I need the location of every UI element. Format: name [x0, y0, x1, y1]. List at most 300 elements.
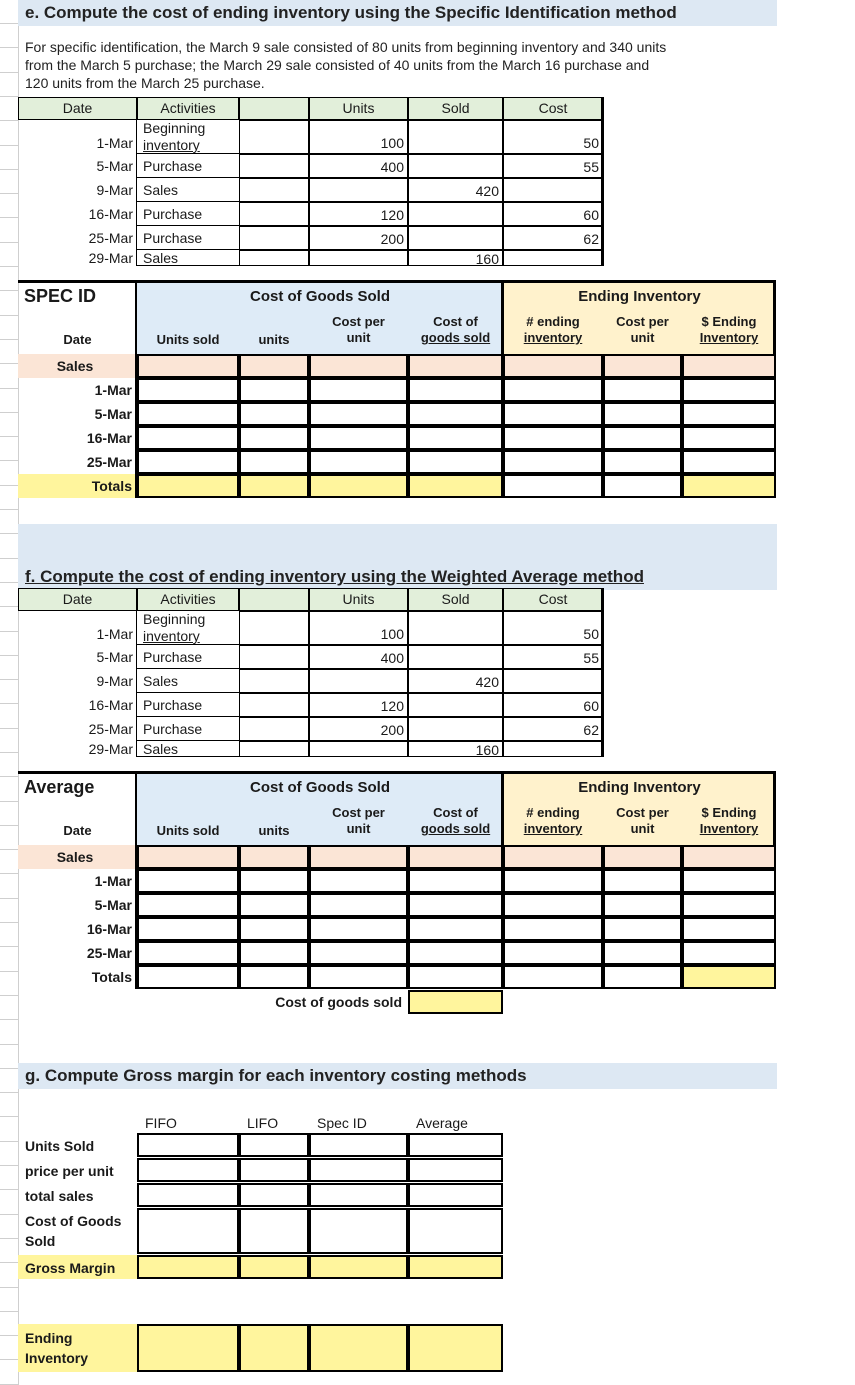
col-ending-inventory: $ Ending Inventory — [699, 314, 759, 345]
row-units: 120 — [309, 202, 408, 226]
avg-input-cell[interactable] — [239, 893, 309, 917]
row-date: 1-Mar — [18, 120, 137, 154]
section-e-instructions: For specific identification, the March 9 sale consisted of 80 units from beginning inventory and 340 units from the March 5 purchase; the March 29 sale consisted of 40 units from the March 16 purchase and 120 units from the March 25 purchase. — [25, 39, 667, 91]
gutter-tick — [0, 655, 18, 656]
row-cost: 62 — [503, 717, 603, 741]
row-sold — [408, 611, 503, 645]
avg-input-cell[interactable] — [239, 917, 309, 941]
spec-input-cell[interactable] — [682, 474, 776, 498]
gutter-tick — [0, 995, 18, 996]
gutter-tick — [0, 971, 18, 972]
avg-input-cell[interactable] — [309, 893, 408, 917]
avg-input-cell[interactable] — [503, 845, 603, 869]
row-activity: Sales — [137, 178, 239, 202]
ei-fifo-cell[interactable] — [137, 1324, 239, 1372]
avg-input-cell[interactable] — [682, 845, 776, 869]
gm-row-label: total sales — [25, 1188, 94, 1204]
row-blank[interactable] — [239, 741, 309, 757]
gutter-tick — [0, 47, 18, 48]
spec-input-cell[interactable] — [408, 474, 503, 498]
avg-input-cell[interactable] — [137, 965, 239, 989]
avg-input-cell[interactable] — [309, 965, 408, 989]
avg-input-cell[interactable] — [603, 941, 682, 965]
row-cost: 60 — [503, 202, 603, 226]
row-blank[interactable] — [239, 154, 309, 178]
row-activity: Purchase — [137, 645, 239, 669]
row-units: 120 — [309, 693, 408, 717]
spec-input-cell[interactable] — [503, 354, 603, 378]
gm-spec-id-cell[interactable] — [309, 1133, 408, 1157]
gm-spec-id-cell[interactable] — [309, 1183, 408, 1207]
gm-row-label: price per unit — [25, 1163, 114, 1179]
gm-fifo-cell[interactable] — [137, 1255, 239, 1279]
spec-input-cell[interactable] — [309, 402, 408, 426]
row-date: 25-Mar — [18, 226, 137, 250]
avg-input-cell[interactable] — [239, 845, 309, 869]
gm-average-cell[interactable] — [408, 1183, 503, 1207]
avg-method-label: Average — [24, 777, 95, 797]
col-ending-inventory: $ Ending Inventory — [699, 805, 759, 836]
row-units — [309, 178, 408, 202]
gm-fifo-cell[interactable] — [137, 1133, 239, 1157]
gm-average-cell[interactable] — [408, 1158, 503, 1182]
row-date: 16-Mar — [18, 693, 137, 717]
col-ending-units: # ending inventory — [523, 314, 583, 345]
col-cost-of-goods-sold: Cost of goods sold — [420, 314, 491, 345]
avg-row-label: Sales — [18, 845, 137, 869]
row-sold: 160 — [408, 741, 503, 757]
gutter-tick — [0, 631, 18, 632]
row-date: 9-Mar — [18, 178, 137, 202]
row-blank[interactable] — [239, 611, 309, 645]
gutter-tick — [0, 509, 18, 510]
gm-lifo-cell[interactable] — [239, 1133, 309, 1157]
row-sold — [408, 154, 503, 178]
row-units: 100 — [309, 611, 408, 645]
avg-input-cell[interactable] — [603, 965, 682, 989]
avg-input-cell[interactable] — [682, 941, 776, 965]
row-units: 400 — [309, 154, 408, 178]
gutter-tick — [0, 217, 18, 218]
avg-row-label: Totals — [18, 965, 137, 989]
row-units: 400 — [309, 645, 408, 669]
avg-input-cell[interactable] — [137, 941, 239, 965]
gm-fifo-cell[interactable] — [137, 1208, 239, 1254]
gm-row-label: Units Sold — [25, 1138, 95, 1154]
gutter-tick — [0, 1311, 18, 1312]
row-activity: Purchase — [137, 717, 239, 741]
spec-input-cell[interactable] — [408, 402, 503, 426]
avg-input-cell[interactable] — [408, 941, 503, 965]
gutter-tick — [0, 290, 18, 291]
header-sold: Sold — [408, 97, 503, 120]
row-date: 29-Mar — [18, 250, 137, 266]
header-date: Date — [18, 97, 137, 120]
col-units: units — [258, 332, 290, 347]
col-date: Date — [63, 823, 92, 838]
gutter-tick — [0, 801, 18, 802]
avg-cogs-input[interactable] — [408, 990, 503, 1014]
row-sold — [408, 202, 503, 226]
ei-spec-id-cell[interactable] — [309, 1324, 408, 1372]
spec-input-cell[interactable] — [309, 378, 408, 402]
col-cost-per-unit: Cost per unit — [332, 314, 385, 345]
row-sold: 420 — [408, 178, 503, 202]
row-blank[interactable] — [239, 693, 309, 717]
row-sold — [408, 693, 503, 717]
row-blank[interactable] — [239, 202, 309, 226]
row-blank[interactable] — [239, 669, 309, 693]
gutter-tick — [0, 873, 18, 874]
spec-input-cell[interactable] — [503, 378, 603, 402]
avg-row-label: 25-Mar — [18, 941, 137, 965]
avg-row-label: 1-Mar — [18, 869, 137, 893]
gm-spec-id-cell[interactable] — [309, 1158, 408, 1182]
spec-input-cell[interactable] — [603, 426, 682, 450]
gutter-tick — [0, 363, 18, 364]
spec-input-cell[interactable] — [239, 354, 309, 378]
gm-fifo-cell[interactable] — [137, 1183, 239, 1207]
avg-input-cell[interactable] — [603, 917, 682, 941]
avg-input-cell[interactable] — [503, 965, 603, 989]
gutter-tick — [0, 120, 18, 121]
spec-input-cell[interactable] — [503, 402, 603, 426]
row-activity: Purchase — [137, 693, 239, 717]
spec-input-cell[interactable] — [239, 378, 309, 402]
spec-input-cell[interactable] — [682, 450, 776, 474]
avg-input-cell[interactable] — [239, 869, 309, 893]
gutter-tick — [0, 1068, 18, 1069]
spec-input-cell[interactable] — [137, 354, 239, 378]
gm-lifo-cell[interactable] — [239, 1255, 309, 1279]
avg-input-cell[interactable] — [603, 869, 682, 893]
gutter-tick — [0, 849, 18, 850]
spec-input-cell[interactable] — [603, 402, 682, 426]
col-ei-cost-per-unit: Cost per unit — [616, 805, 669, 836]
row-blank[interactable] — [239, 717, 309, 741]
gutter-tick — [0, 703, 18, 704]
row-cost — [503, 669, 603, 693]
avg-input-cell[interactable] — [239, 941, 309, 965]
gutter-tick — [0, 266, 18, 267]
avg-input-cell[interactable] — [408, 869, 503, 893]
gutter-tick — [0, 1262, 18, 1263]
spec-input-cell[interactable] — [503, 450, 603, 474]
col-average: Average — [416, 1115, 468, 1131]
row-cost — [503, 178, 603, 202]
gutter-tick — [0, 460, 18, 461]
spec-input-cell[interactable] — [682, 426, 776, 450]
gutter-tick — [0, 1359, 18, 1360]
header-blank — [239, 588, 309, 611]
spec-input-cell[interactable] — [603, 354, 682, 378]
row-blank[interactable] — [239, 250, 309, 266]
gm-spec-id-cell[interactable] — [309, 1255, 408, 1279]
row-cost: 50 — [503, 120, 603, 154]
row-date: 1-Mar — [18, 611, 137, 645]
gutter-tick — [0, 1044, 18, 1045]
avg-input-cell[interactable] — [503, 941, 603, 965]
gutter-tick — [0, 679, 18, 680]
row-sold — [408, 226, 503, 250]
gutter-tick — [0, 242, 18, 243]
col-units-sold: Units sold — [156, 823, 220, 838]
col-fifo: FIFO — [145, 1115, 177, 1131]
gutter-tick — [0, 145, 18, 146]
gutter-tick — [0, 1092, 18, 1093]
avg-input-cell[interactable] — [603, 845, 682, 869]
avg-input-cell[interactable] — [408, 845, 503, 869]
gutter-tick — [0, 23, 18, 24]
row-sold — [408, 717, 503, 741]
avg-input-cell[interactable] — [309, 917, 408, 941]
avg-input-cell[interactable] — [309, 941, 408, 965]
row-date: 16-Mar — [18, 202, 137, 226]
spec-input-cell[interactable] — [503, 426, 603, 450]
header-sold: Sold — [408, 588, 503, 611]
spec-input-cell[interactable] — [503, 474, 603, 498]
gm-spec-id-cell[interactable] — [309, 1208, 408, 1254]
avg-input-cell[interactable] — [137, 845, 239, 869]
gutter-tick — [0, 96, 18, 97]
spec-method-label: SPEC ID — [24, 286, 97, 306]
ending-inventory-label: Ending Inventory — [18, 1324, 137, 1372]
spec-input-cell[interactable] — [682, 354, 776, 378]
avg-input-cell[interactable] — [408, 965, 503, 989]
gutter-tick — [0, 315, 18, 316]
gutter-tick — [0, 558, 18, 559]
header-date: Date — [18, 588, 137, 611]
row-sold — [408, 645, 503, 669]
row-blank[interactable] — [239, 120, 309, 154]
header-activities: Activities — [137, 588, 239, 611]
avg-input-cell[interactable] — [408, 893, 503, 917]
spec-input-cell[interactable] — [309, 426, 408, 450]
spec-input-cell[interactable] — [603, 474, 682, 498]
spec-input-cell[interactable] — [239, 474, 309, 498]
gm-average-cell[interactable] — [408, 1255, 503, 1279]
spec-input-cell[interactable] — [137, 402, 239, 426]
row-cost: 60 — [503, 693, 603, 717]
col-ending-units: # ending inventory — [523, 805, 583, 836]
row-units: 200 — [309, 226, 408, 250]
row-date: 9-Mar — [18, 669, 137, 693]
spec-row-label: 16-Mar — [18, 426, 137, 450]
gutter-tick — [0, 946, 18, 947]
gutter-tick — [0, 1165, 18, 1166]
avg-input-cell[interactable] — [682, 965, 776, 989]
gutter-tick — [0, 582, 18, 583]
avg-input-cell[interactable] — [408, 917, 503, 941]
row-blank[interactable] — [239, 178, 309, 202]
ei-title: Ending Inventory — [578, 288, 701, 305]
avg-input-cell[interactable] — [137, 893, 239, 917]
gutter-tick — [0, 1287, 18, 1288]
col-cost-of-goods-sold: Cost of goods sold — [420, 805, 491, 836]
row-units: 100 — [309, 120, 408, 154]
row-date: 29-Mar — [18, 741, 137, 757]
spec-row-label: Totals — [18, 474, 137, 498]
gutter-tick — [0, 485, 18, 486]
row-cost: 55 — [503, 154, 603, 178]
row-activity: Purchase — [137, 226, 239, 250]
avg-input-cell[interactable] — [137, 869, 239, 893]
header-units: Units — [309, 97, 408, 120]
row-date: 25-Mar — [18, 717, 137, 741]
row-sold — [408, 120, 503, 154]
col-spec-id: Spec ID — [317, 1115, 367, 1131]
spec-input-cell[interactable] — [408, 378, 503, 402]
spec-input-cell[interactable] — [309, 450, 408, 474]
gm-row-label: Gross Margin — [18, 1255, 137, 1279]
gm-lifo-cell[interactable] — [239, 1208, 309, 1254]
row-cost — [503, 741, 603, 757]
gm-lifo-cell[interactable] — [239, 1158, 309, 1182]
header-activities: Activities — [137, 97, 239, 120]
row-cost: 55 — [503, 645, 603, 669]
gutter-tick — [0, 169, 18, 170]
row-units — [309, 741, 408, 757]
avg-input-cell[interactable] — [137, 917, 239, 941]
spec-input-cell[interactable] — [137, 474, 239, 498]
header-units: Units — [309, 588, 408, 611]
header-cost: Cost — [503, 97, 603, 120]
avg-input-cell[interactable] — [503, 869, 603, 893]
spec-input-cell[interactable] — [239, 450, 309, 474]
row-activity: Sales — [137, 250, 239, 266]
spec-input-cell[interactable] — [137, 378, 239, 402]
gutter-tick — [0, 752, 18, 753]
spec-input-cell[interactable] — [682, 402, 776, 426]
spec-input-cell[interactable] — [408, 426, 503, 450]
gutter-tick — [0, 728, 18, 729]
avg-input-cell[interactable] — [503, 917, 603, 941]
section-g-heading: g. Compute Gross margin for each inventory costing methods — [25, 1066, 527, 1085]
row-cost: 50 — [503, 611, 603, 645]
gutter-tick — [0, 1335, 18, 1336]
spec-input-cell[interactable] — [603, 450, 682, 474]
gutter-tick — [0, 72, 18, 73]
spec-input-cell[interactable] — [682, 378, 776, 402]
row-activity: Purchase — [137, 202, 239, 226]
ei-title: Ending Inventory — [578, 779, 701, 796]
gm-row-label: Cost of Goods Sold — [25, 1213, 122, 1249]
avg-input-cell[interactable] — [309, 869, 408, 893]
avg-input-cell[interactable] — [239, 965, 309, 989]
avg-input-cell[interactable] — [682, 893, 776, 917]
row-sold: 160 — [408, 250, 503, 266]
avg-input-cell[interactable] — [503, 893, 603, 917]
col-units: units — [258, 823, 290, 838]
spec-input-cell[interactable] — [137, 450, 239, 474]
spec-input-cell[interactable] — [137, 426, 239, 450]
gutter-tick — [0, 1214, 18, 1215]
avg-input-cell[interactable] — [603, 893, 682, 917]
row-gutter — [0, 0, 19, 1385]
avg-input-cell[interactable] — [682, 917, 776, 941]
gutter-tick — [0, 1019, 18, 1020]
spec-input-cell[interactable] — [309, 474, 408, 498]
col-date: Date — [63, 332, 92, 347]
col-units-sold: Units sold — [156, 332, 220, 347]
spec-input-cell[interactable] — [239, 426, 309, 450]
row-activity: Sales — [137, 669, 239, 693]
row-date: 5-Mar — [18, 645, 137, 669]
row-units: 200 — [309, 717, 408, 741]
row-activity: Sales — [137, 741, 239, 757]
row-cost — [503, 250, 603, 266]
header-blank — [239, 97, 309, 120]
row-activity: Beginning inventory — [137, 120, 239, 154]
gutter-tick — [0, 339, 18, 340]
gutter-tick — [0, 1116, 18, 1117]
gutter-tick — [0, 606, 18, 607]
gutter-tick — [0, 1238, 18, 1239]
row-sold: 420 — [408, 669, 503, 693]
gutter-tick — [0, 436, 18, 437]
row-units — [309, 669, 408, 693]
gutter-tick — [0, 533, 18, 534]
spec-input-cell[interactable] — [309, 354, 408, 378]
row-activity: Beginning inventory — [137, 611, 239, 645]
gm-average-cell[interactable] — [408, 1133, 503, 1157]
gutter-tick — [0, 825, 18, 826]
avg-cogs-label: Cost of goods sold — [275, 994, 402, 1010]
gutter-tick — [0, 412, 18, 413]
gm-lifo-cell[interactable] — [239, 1183, 309, 1207]
header-cost: Cost — [503, 588, 603, 611]
spec-row-label: Sales — [18, 354, 137, 378]
col-cost-per-unit: Cost per unit — [332, 805, 385, 836]
gm-average-cell[interactable] — [408, 1208, 503, 1254]
spec-input-cell[interactable] — [239, 402, 309, 426]
section-f-heading: f. Compute the cost of ending inventory using the Weighted Average method — [25, 567, 644, 586]
cogs-title: Cost of Goods Sold — [250, 288, 390, 305]
gutter-tick — [0, 776, 18, 777]
gutter-tick — [0, 388, 18, 389]
gutter-tick — [0, 898, 18, 899]
row-units — [309, 250, 408, 266]
spec-row-label: 1-Mar — [18, 378, 137, 402]
spec-input-cell[interactable] — [408, 354, 503, 378]
gutter-tick — [0, 1141, 18, 1142]
spec-row-label: 25-Mar — [18, 450, 137, 474]
row-cost: 62 — [503, 226, 603, 250]
table-edge — [601, 97, 604, 266]
ei-lifo-cell[interactable] — [239, 1324, 309, 1372]
col-ei-cost-per-unit: Cost per unit — [616, 314, 669, 345]
table-edge — [601, 588, 604, 757]
avg-input-cell[interactable] — [682, 869, 776, 893]
cogs-title: Cost of Goods Sold — [250, 779, 390, 796]
row-blank[interactable] — [239, 226, 309, 250]
spec-input-cell[interactable] — [408, 450, 503, 474]
avg-input-cell[interactable] — [309, 845, 408, 869]
spec-row-label: 5-Mar — [18, 402, 137, 426]
spec-input-cell[interactable] — [603, 378, 682, 402]
section-e-heading: e. Compute the cost of ending inventory using the Specific Identification method — [25, 3, 677, 22]
gutter-tick — [0, 193, 18, 194]
avg-row-label: 16-Mar — [18, 917, 137, 941]
row-blank[interactable] — [239, 645, 309, 669]
row-activity: Purchase — [137, 154, 239, 178]
ei-average-cell[interactable] — [408, 1324, 503, 1372]
gutter-tick — [0, 1189, 18, 1190]
avg-row-label: 5-Mar — [18, 893, 137, 917]
gutter-tick — [0, 922, 18, 923]
gm-fifo-cell[interactable] — [137, 1158, 239, 1182]
col-lifo: LIFO — [247, 1115, 279, 1131]
